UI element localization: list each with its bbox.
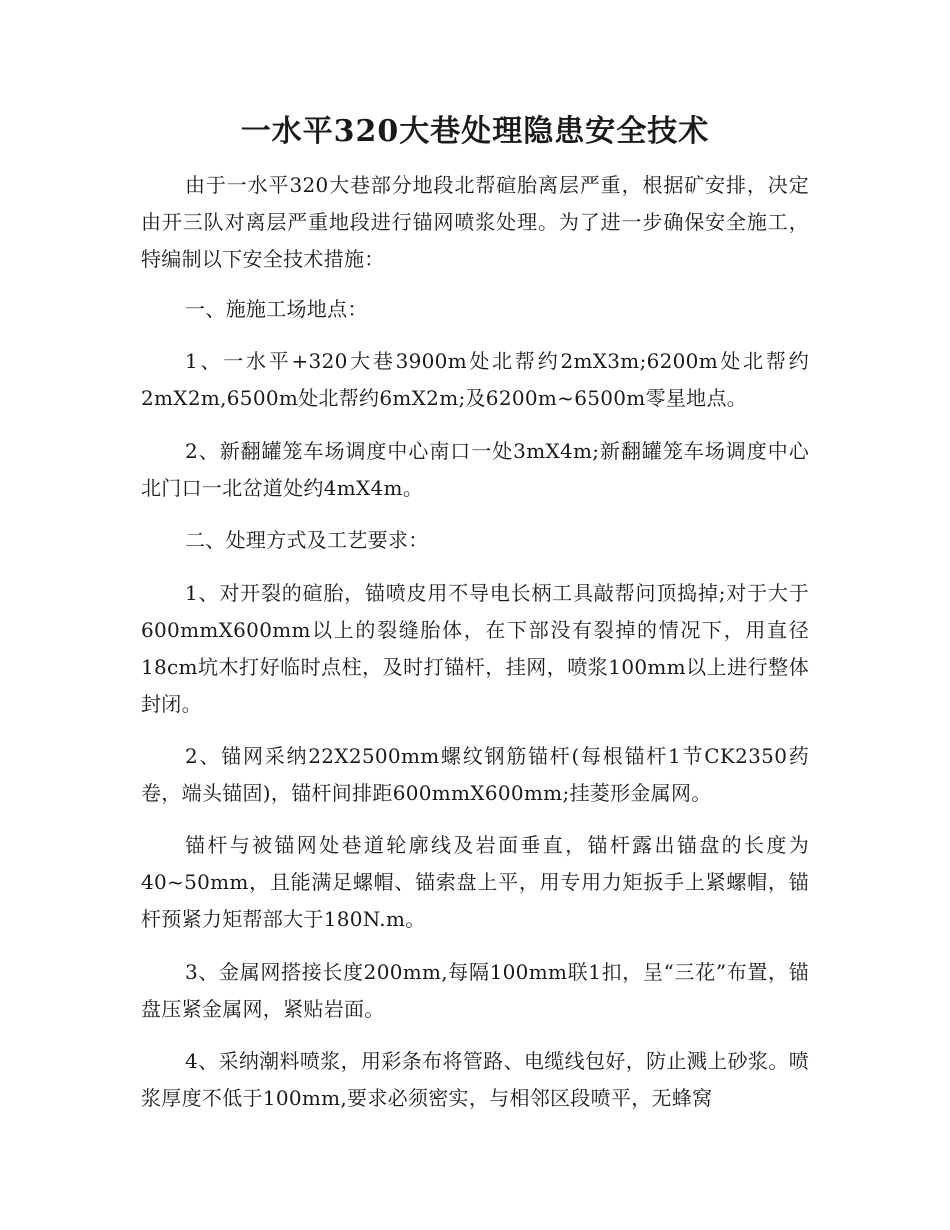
section-heading-location: 一、施施工场地点：: [185, 297, 368, 321]
section-heading-method: 二、处理方式及工艺要求：: [185, 528, 429, 552]
paragraph-method-1: 1、对开裂的碹胎，锚喷皮用不导电长柄工具敲帮问顶捣掉;对于大于600mmX600mm以上的裂缝胎体，在下部没有裂掉的情况下，用直径18cm坑木打好临时点柱，及时打锚杆，挂网，喷浆100mm以上进行整体封闭。: [141, 581, 809, 716]
document-title: 一水平320大巷处理隐患安全技术: [240, 114, 710, 149]
paragraph-location-2: 2、新翻罐笼车场调度中心南口一处3mX4m;新翻罐笼车场调度中心北门口一北岔道处约4mX4m。: [141, 439, 809, 500]
paragraph-intro: 由于一水平320大巷部分地段北帮碹胎离层严重，根据矿安排，决定由开三队对离层严重地段进行锚网喷浆处理。为了进一步确保安全施工，特编制以下安全技术措施：: [141, 173, 809, 271]
paragraph-method-2: 2、锚网采纳22X2500mm螺纹钢筋锚杆(每根锚杆1节CK2350药卷，端头锚固)，锚杆间排距600mmX600mm;挂菱形金属网。: [141, 744, 809, 805]
paragraph-method-3: 3、金属网搭接长度200mm,每隔100mm联1扣，呈“三花”布置，锚盘压紧金属网，紧贴岩面。: [141, 960, 809, 1021]
paragraph-anchor-requirements: 锚杆与被锚网处巷道轮廓线及岩面垂直，锚杆露出锚盘的长度为40~50mm，且能满足螺帽、锚索盘上平，用专用力矩扳手上紧螺帽，锚杆预紧力矩帮部大于180N.m。: [141, 833, 809, 931]
paragraph-method-4: 4、采纳潮料喷浆，用彩条布将管路、电缆线包好，防止溅上砂浆。喷浆厚度不低于100mm,要求必须密实，与相邻区段喷平，无蜂窝: [141, 1049, 809, 1110]
paragraph-location-1: 1、一水平+320大巷3900m处北帮约2mX3m;6200m处北帮约2mX2m,6500m处北帮约6mX2m;及6200m~6500m零星地点。: [141, 349, 809, 410]
